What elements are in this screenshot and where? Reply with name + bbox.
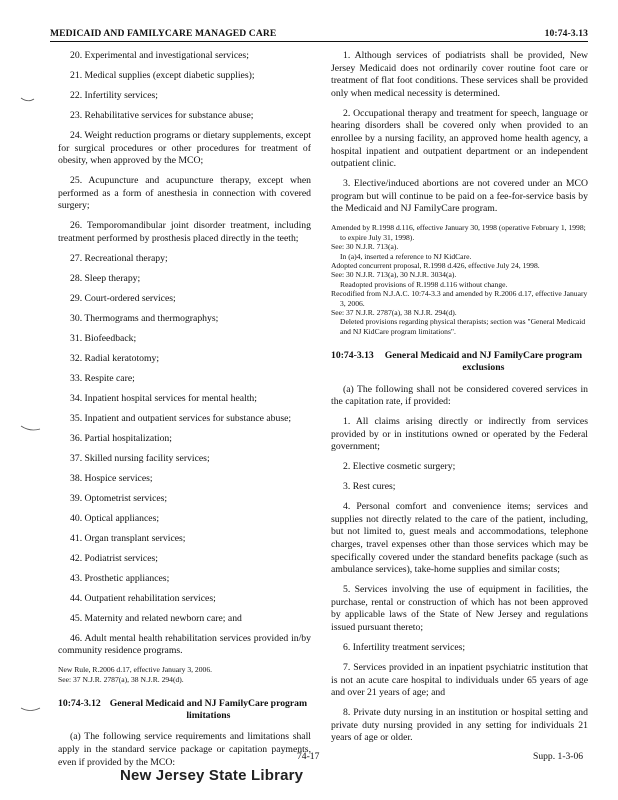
scan-mark bbox=[20, 425, 42, 433]
list-item: 31. Biofeedback; bbox=[70, 332, 137, 344]
list-item: 35. Inpatient and outpatient services for substance abuse; bbox=[70, 412, 292, 424]
list-item: 41. Organ transplant services; bbox=[70, 532, 186, 544]
section-number: 10:74-3.13 bbox=[331, 350, 374, 362]
list-item: 3. Elective/induced abortions are not covered under an MCO program but will continue to be paid on a fee-for-service basis by the Medicaid and NJ FamilyCare program. bbox=[331, 178, 588, 215]
history-notes bbox=[331, 223, 588, 336]
section-heading bbox=[331, 350, 588, 374]
list-item: 2. Elective cosmetic surgery; bbox=[343, 461, 456, 473]
history-note: Deleted provisions regarding physical therapists; section was "General Medicaid and NJ KidCare program limitations". bbox=[340, 317, 586, 336]
running-header bbox=[50, 28, 588, 42]
history-note: See: 37 N.J.R. 2787(a), 38 N.J.R. 294(d). bbox=[331, 307, 457, 317]
history-note: See: 30 N.J.R. 713(a). bbox=[331, 242, 399, 252]
list-item: 21. Medical supplies (except diabetic supplies); bbox=[70, 69, 255, 81]
header-section-number: 10:74-3.13 bbox=[544, 28, 588, 39]
list-item: 30. Thermograms and thermographys; bbox=[70, 312, 219, 324]
history-note: Recodified from N.J.A.C. 10:74-3.3 and amended by R.2006 d.17, effective January 3, 2006. bbox=[331, 289, 588, 308]
list-item: 29. Court-ordered services; bbox=[70, 292, 176, 304]
section-intro: (a) The following service requirements and limitations shall apply in the standard service package or capitation payments, even if provided by the MCO: bbox=[58, 731, 311, 768]
list-item: 22. Infertility services; bbox=[70, 89, 158, 101]
list-item: 46. Adult mental health rehabilitation services provided in/by community residence programs. bbox=[58, 632, 311, 657]
history-notes bbox=[58, 665, 311, 684]
section-title: General Medicaid and NJ FamilyCare program limitations bbox=[109, 697, 308, 722]
scan-mark bbox=[20, 96, 42, 104]
list-item: 32. Radial keratotomy; bbox=[70, 352, 160, 364]
list-item: 36. Partial hospitalization; bbox=[70, 432, 172, 444]
list-item: 27. Recreational therapy; bbox=[70, 252, 168, 264]
list-item: 1. All claims arising directly or indirectly from services provided by or in institutions owned or operated by the Federal government; bbox=[331, 416, 588, 453]
list-item: 45. Maternity and related newborn care; and bbox=[70, 612, 242, 624]
list-item: 8. Private duty nursing in an institution or hospital setting and private duty nursing provided in any setting for individuals 21 years of age or older. bbox=[331, 707, 588, 744]
history-note: Readopted provisions of R.1998 d.116 without change. bbox=[340, 279, 508, 289]
list-item: 42. Podiatrist services; bbox=[70, 552, 158, 564]
list-item: 37. Skilled nursing facility services; bbox=[70, 452, 210, 464]
right-column bbox=[331, 50, 588, 752]
history-note: See: 37 N.J.R. 2787(a), 38 N.J.R. 294(d). bbox=[58, 674, 184, 684]
section-number: 10:74-3.12 bbox=[58, 697, 101, 709]
list-item: 44. Outpatient rehabilitation services; bbox=[70, 592, 216, 604]
list-item: 38. Hospice services; bbox=[70, 472, 153, 484]
list-item: 33. Respite care; bbox=[70, 372, 135, 384]
section-title: General Medicaid and NJ FamilyCare program exclusions bbox=[384, 350, 583, 374]
history-note: In (a)4, inserted a reference to NJ KidCare. bbox=[340, 251, 472, 261]
list-item: 25. Acupuncture and acupuncture therapy, except when performed as a form of anesthesia in connection with covered surgery; bbox=[58, 175, 311, 212]
list-item: 39. Optometrist services; bbox=[70, 492, 168, 504]
list-item: 6. Infertility treatment services; bbox=[343, 642, 466, 654]
history-note: See: 30 N.J.R. 713(a), 30 N.J.R. 3034(a). bbox=[331, 270, 457, 280]
list-item: 4. Personal comfort and convenience items; services and supplies not directly related to the care of the patient, including, but not limited to, guest meals and accommodations, telephone charges, travel expenses other than those services which may be specifically covered under the standard benefits package (such as ambulance services), take-home supplies and similar costs; bbox=[331, 501, 588, 576]
library-stamp: New Jersey State Library bbox=[120, 767, 304, 784]
list-item: 5. Services involving the use of equipment in facilities, the purchase, rental or construction of which has not been approved by applicable laws of the State of New Jersey and regulations issued pursuant thereto; bbox=[331, 584, 588, 634]
section-intro: (a) The following shall not be considered covered services in the capitation rate, if provided: bbox=[331, 383, 588, 408]
scan-mark bbox=[20, 706, 42, 714]
list-item: 24. Weight reduction programs or dietary supplements, except for surgical procedures or other procedures for treatment of obesity, when approved by the MCO; bbox=[58, 129, 311, 167]
left-column bbox=[58, 50, 311, 777]
header-title: MEDICAID AND FAMILYCARE MANAGED CARE bbox=[50, 28, 277, 39]
history-note: Amended by R.1998 d.116, effective January 30, 1998 (operative February 1, 1998; to expire July 31, 1998). bbox=[331, 223, 586, 242]
list-item: 3. Rest cures; bbox=[343, 481, 396, 493]
list-item: 2. Occupational therapy and treatment for speech, language or hearing disorders shall be covered only when provided to an enrollee by a nursing facility, an approved home health agency, a hospital inpatient and outpatient department or an independent outpatient clinic. bbox=[331, 107, 588, 170]
history-note: Adopted concurrent proposal, R.1998 d.426, effective July 24, 1998. bbox=[331, 260, 540, 270]
list-item: 7. Services provided in an inpatient psychiatric institution that is not an acute care hospital to individuals under 65 years of age and over 21 years of age; and bbox=[331, 662, 588, 699]
list-item: 34. Inpatient hospital services for mental health; bbox=[70, 392, 257, 404]
list-item: 23. Rehabilitative services for substance abuse; bbox=[70, 109, 254, 121]
list-item: 28. Sleep therapy; bbox=[70, 272, 141, 284]
section-heading bbox=[58, 698, 311, 722]
list-item: 20. Experimental and investigational services; bbox=[70, 50, 249, 61]
list-item: 26. Temporomandibular joint disorder treatment, including treatment performed by prosthesis placed directly in the teeth; bbox=[58, 220, 311, 244]
supplement-date: Supp. 1-3-06 bbox=[533, 751, 584, 762]
history-note: New Rule, R.2006 d.17, effective January 3, 2006. bbox=[58, 665, 213, 675]
list-item: 1. Although services of podiatrists shall be provided, New Jersey Medicaid does not ordinarily cover routine foot care or treatment of flat foot conditions. These services shall be provided only when medical necessity is determined. bbox=[331, 50, 588, 99]
page-number: 74-17 bbox=[297, 751, 320, 762]
list-item: 43. Prosthetic appliances; bbox=[70, 572, 170, 584]
list-item: 40. Optical appliances; bbox=[70, 512, 160, 524]
